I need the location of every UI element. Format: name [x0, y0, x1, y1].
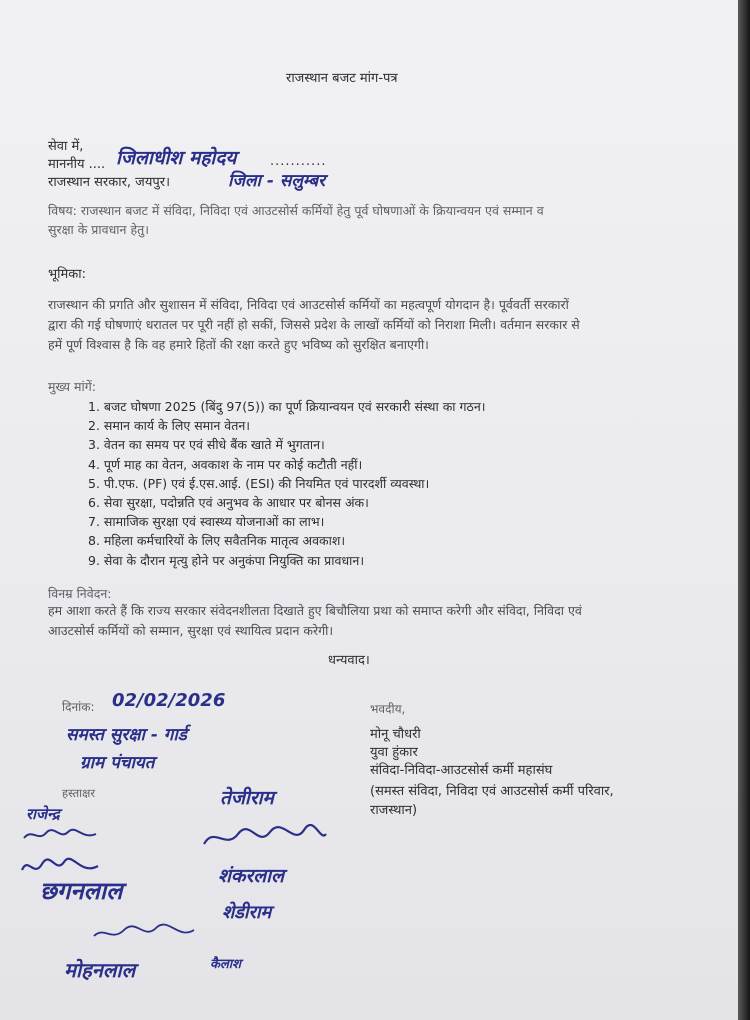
subject-line-1: विषय: राजस्थान बजट में संविदा, निविदा एवं आउटसोर्स कर्मियों हेतु पूर्व घोषणाओं के क्रियान्वयन एवं सम्मान व	[48, 203, 544, 218]
signature-3: शंकरलाल	[218, 865, 284, 887]
sender-family-line-2: राजस्थान)	[370, 803, 418, 818]
sender-union: संविदा-निविदा-आउटसोर्स कर्मी महासंघ	[370, 763, 553, 778]
sender-name: मोनू चौधरी	[370, 727, 421, 742]
handwritten-group-line-2: ग्राम पंचायत	[80, 753, 155, 773]
signature-6: मोहनलाल	[64, 958, 136, 982]
sender-org: युवा हुंकार	[370, 745, 418, 760]
to-line-2-prefix: माननीय ....	[48, 157, 106, 172]
demand-item: 2. समान कार्य के लिए समान वेतन।	[88, 418, 251, 434]
demand-item: 9. सेवा के दौरान मृत्यु होने पर अनुकंपा नियुक्ति का प्रावधान।	[88, 552, 365, 568]
intro-heading: भूमिका:	[48, 267, 87, 282]
request-heading: विनम्र निवेदन:	[48, 586, 112, 601]
to-line-2-dots: ...........	[270, 154, 327, 169]
yours-text: भवदीय,	[370, 702, 406, 716]
to-line-2	[48, 154, 105, 172]
handwritten-addressee: जिलाधीश महोदय	[116, 147, 237, 169]
sender-family-line-1: (समस्त संविदा, निविदा एवं आउटसोर्स कर्मी परिवार,	[370, 784, 614, 799]
demand-item: 3. वेतन का समय पर एवं सीधे बैंक खाते में भुगतान।	[88, 437, 325, 453]
demand-item: 4. पूर्ण माह का वेतन, अवकाश के नाम पर कोई कटौती नहीं।	[88, 456, 363, 472]
signature-1: राजेन्द्र	[26, 805, 60, 823]
thanks-text: धन्यवाद।	[328, 653, 370, 668]
intro-line-3: हमें पूर्ण विश्वास है कि वह हमारे हितों की रक्षा करते हुए भविष्य को सुरक्षित बनाएगी।	[48, 337, 429, 352]
page-edge-shadow	[738, 0, 750, 1020]
signature-7: कैलाश	[210, 957, 242, 972]
signature-5: शेडीराम	[222, 902, 272, 923]
demands-heading: मुख्य मांगें:	[48, 379, 96, 394]
demand-item: 7. सामाजिक सुरक्षा एवं स्वास्थ्य योजनाओं का लाभ।	[88, 514, 325, 530]
demand-item: 8. महिला कर्मचारियों के लिए सवैतनिक मातृत्व अवकाश।	[88, 533, 346, 549]
subject-line-2: सुरक्षा के प्रावधान हेतु।	[48, 222, 149, 237]
signature-4: छगनलाल	[40, 877, 123, 905]
signature-scribble	[20, 824, 100, 846]
request-paragraph	[48, 601, 708, 641]
to-line-3: राजस्थान सरकार, जयपुर।	[48, 175, 171, 190]
demands-list	[88, 398, 486, 571]
handwritten-group-line-1: समस्त सुरक्षा - गार्ड	[66, 725, 187, 745]
signature-scribble	[200, 820, 330, 854]
date-label: दिनांक:	[62, 700, 95, 714]
intro-paragraph	[48, 295, 708, 355]
signature-2: तेजीराम	[220, 787, 274, 809]
request-line-1: हम आशा करते हैं कि राज्य सरकार संवेदनशीलता दिखाते हुए बिचौलिया प्रथा को समाप्त करेगी और संविदा, निविदा एवं	[48, 603, 582, 618]
to-line-1: सेवा में,	[48, 139, 84, 154]
request-line-2: आउटसोर्स कर्मियों को सम्मान, सुरक्षा एवं स्थायित्व प्रदान करेगी।	[48, 623, 334, 638]
handwritten-date: 02/02/2026	[112, 690, 226, 711]
intro-line-2: द्वारा की गई घोषणाएं धरातल पर पूरी नहीं हो सकीं, जिससे प्रदेश के लाखों कर्मियों को निराशा मिली। वर्तमान सरकार से	[48, 317, 580, 332]
demand-item: 6. सेवा सुरक्षा, पदोन्नति एवं अनुभव के आधार पर बोनस अंक।	[88, 494, 369, 510]
signature-label: हस्ताक्षर	[62, 786, 96, 800]
intro-line-1: राजस्थान की प्रगति और सुशासन में संविदा, निविदा एवं आउटसोर्स कर्मियों का महत्वपूर्ण योगदान है। पूर्ववर्ती सरकारों	[48, 297, 569, 312]
signature-scribble	[90, 918, 200, 946]
demand-item: 5. पी.एफ. (PF) एवं ई.एस.आई. (ESI) की नियमित एवं पारदर्शी व्यवस्था।	[88, 475, 430, 491]
letter-title: राजस्थान बजट मांग-पत्र	[286, 71, 398, 86]
handwritten-district: जिला - सलुम्बर	[228, 171, 326, 191]
demand-item: 1. बजट घोषणा 2025 (बिंदु 97(5)) का पूर्ण क्रियान्वयन एवं सरकारी संस्था का गठन।	[88, 399, 486, 414]
